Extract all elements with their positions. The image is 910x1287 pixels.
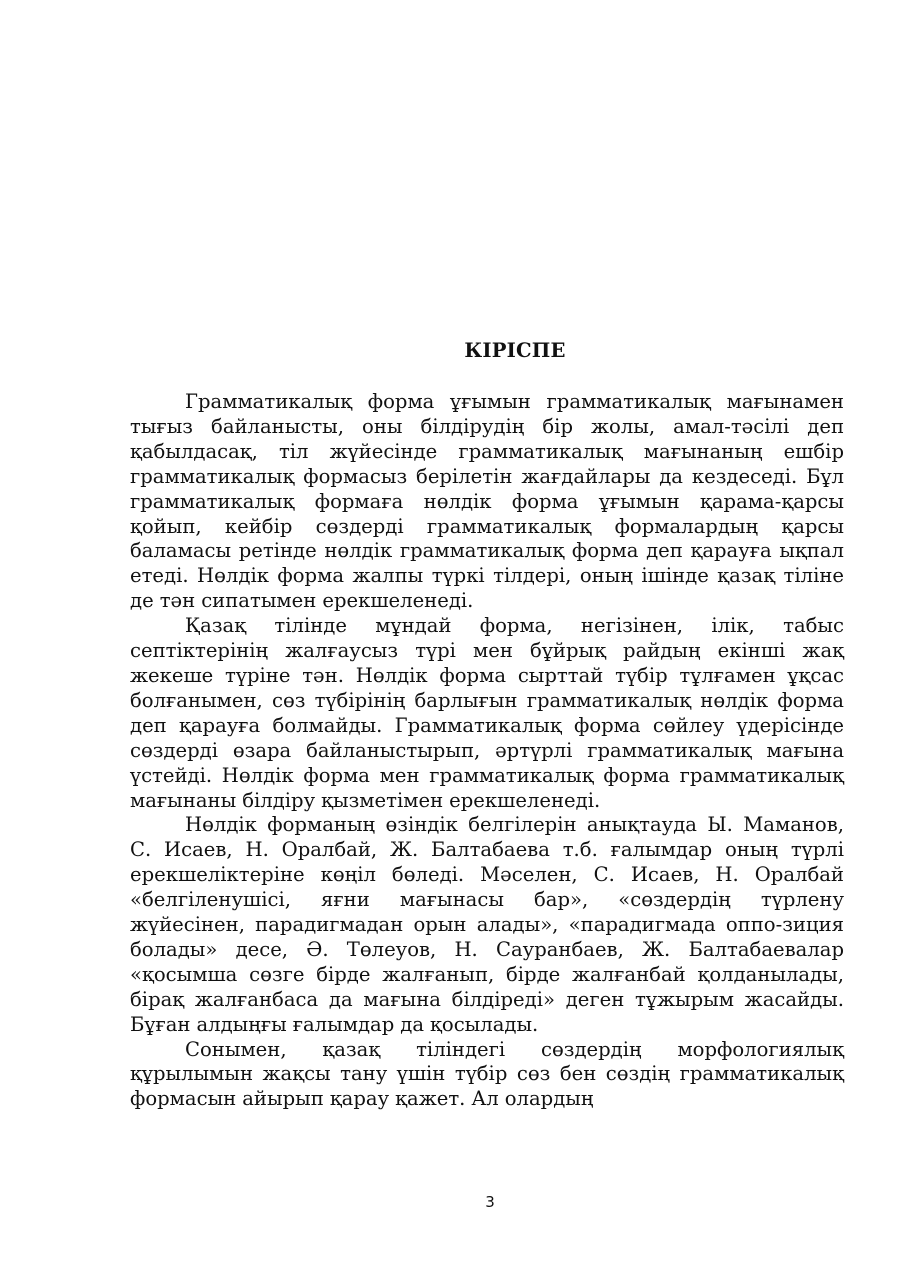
paragraph-1: Грамматикалық форма ұғымын грамматикалық мағынамен тығыз байланысты, оны білдірудің бір жолы, амал-тәсілі деп қабылдасақ, тіл жүйесінде грамматикалық мағынаның ешбір грамматикалық формасыз берілетін жағдайлары да кездеседі. Бұл грамматикалық формаға нөлдік форма ұғымын қарама-қарсы қойып, кейбір сөздерді грамматикалық формалардың қарсы баламасы ретінде нөлдік грамматикалық форма деп қарауға ықпал етеді. Нөлдік форма жалпы түркі тілдері, оның ішінде қазақ тіліне де тән сипатымен ерекшеленеді. xyxy=(130,390,844,613)
paragraph-3: Нөлдік форманың өзіндік белгілерін анықтауда Ы. Маманов, С. Исаев, Н. Оралбай, Ж. Балтабаева т.б. ғалымдар оның түрлі ерекшеліктеріне көңіл бөледі. Мәселен, С. Исаев, Н. Оралбай «белгіленушісі, яғни мағынасы бар», «сөздердің түрлену жүйесінен, парадигмадан орын алады», «парадигмада оппо-зиция болады» десе, Ә. Төлеуов, Н. Сауранбаев, Ж. Балтабаевалар «қосымша сөзге бірде жалғанып, бірде жалғанбай қолданылады, бірақ жалғанбаса да мағына білдіреді» деген тұжырым жасайды. Бұған алдыңғы ғалымдар да қосылады. xyxy=(130,813,844,1036)
page-number: 3 xyxy=(485,1193,495,1211)
paragraph-4: Сонымен, қазақ тіліндегі сөздердің морфологиялық құрылымын жақсы тану үшін түбір сөз бен сөздің грамматикалық формасын айырып қарау қажет. Ал олардың xyxy=(130,1037,844,1111)
page-content xyxy=(130,339,844,1112)
section-title: КІРІСПЕ xyxy=(464,339,566,362)
paragraph-2: Қазақ тілінде мұндай форма, негізінен, ілік, табыс септіктерінің жалғаусыз түрі мен бұйрық райдың екінші жақ жекеше түріне тән. Нөлдік форма сырттай түбір тұлғамен ұқсас болғанымен, сөз түбірінің барлығын грамматикалық нөлдік форма деп қарауға болмайды. Грамматикалық форма сөйлеу үдерісінде сөздерді өзара байланыстырып, әртүрлі грамматикалық мағына үстейді. Нөлдік форма мен грамматикалық форма грамматикалық мағынаны білдіру қызметімен ерекшеленеді. xyxy=(130,614,844,812)
